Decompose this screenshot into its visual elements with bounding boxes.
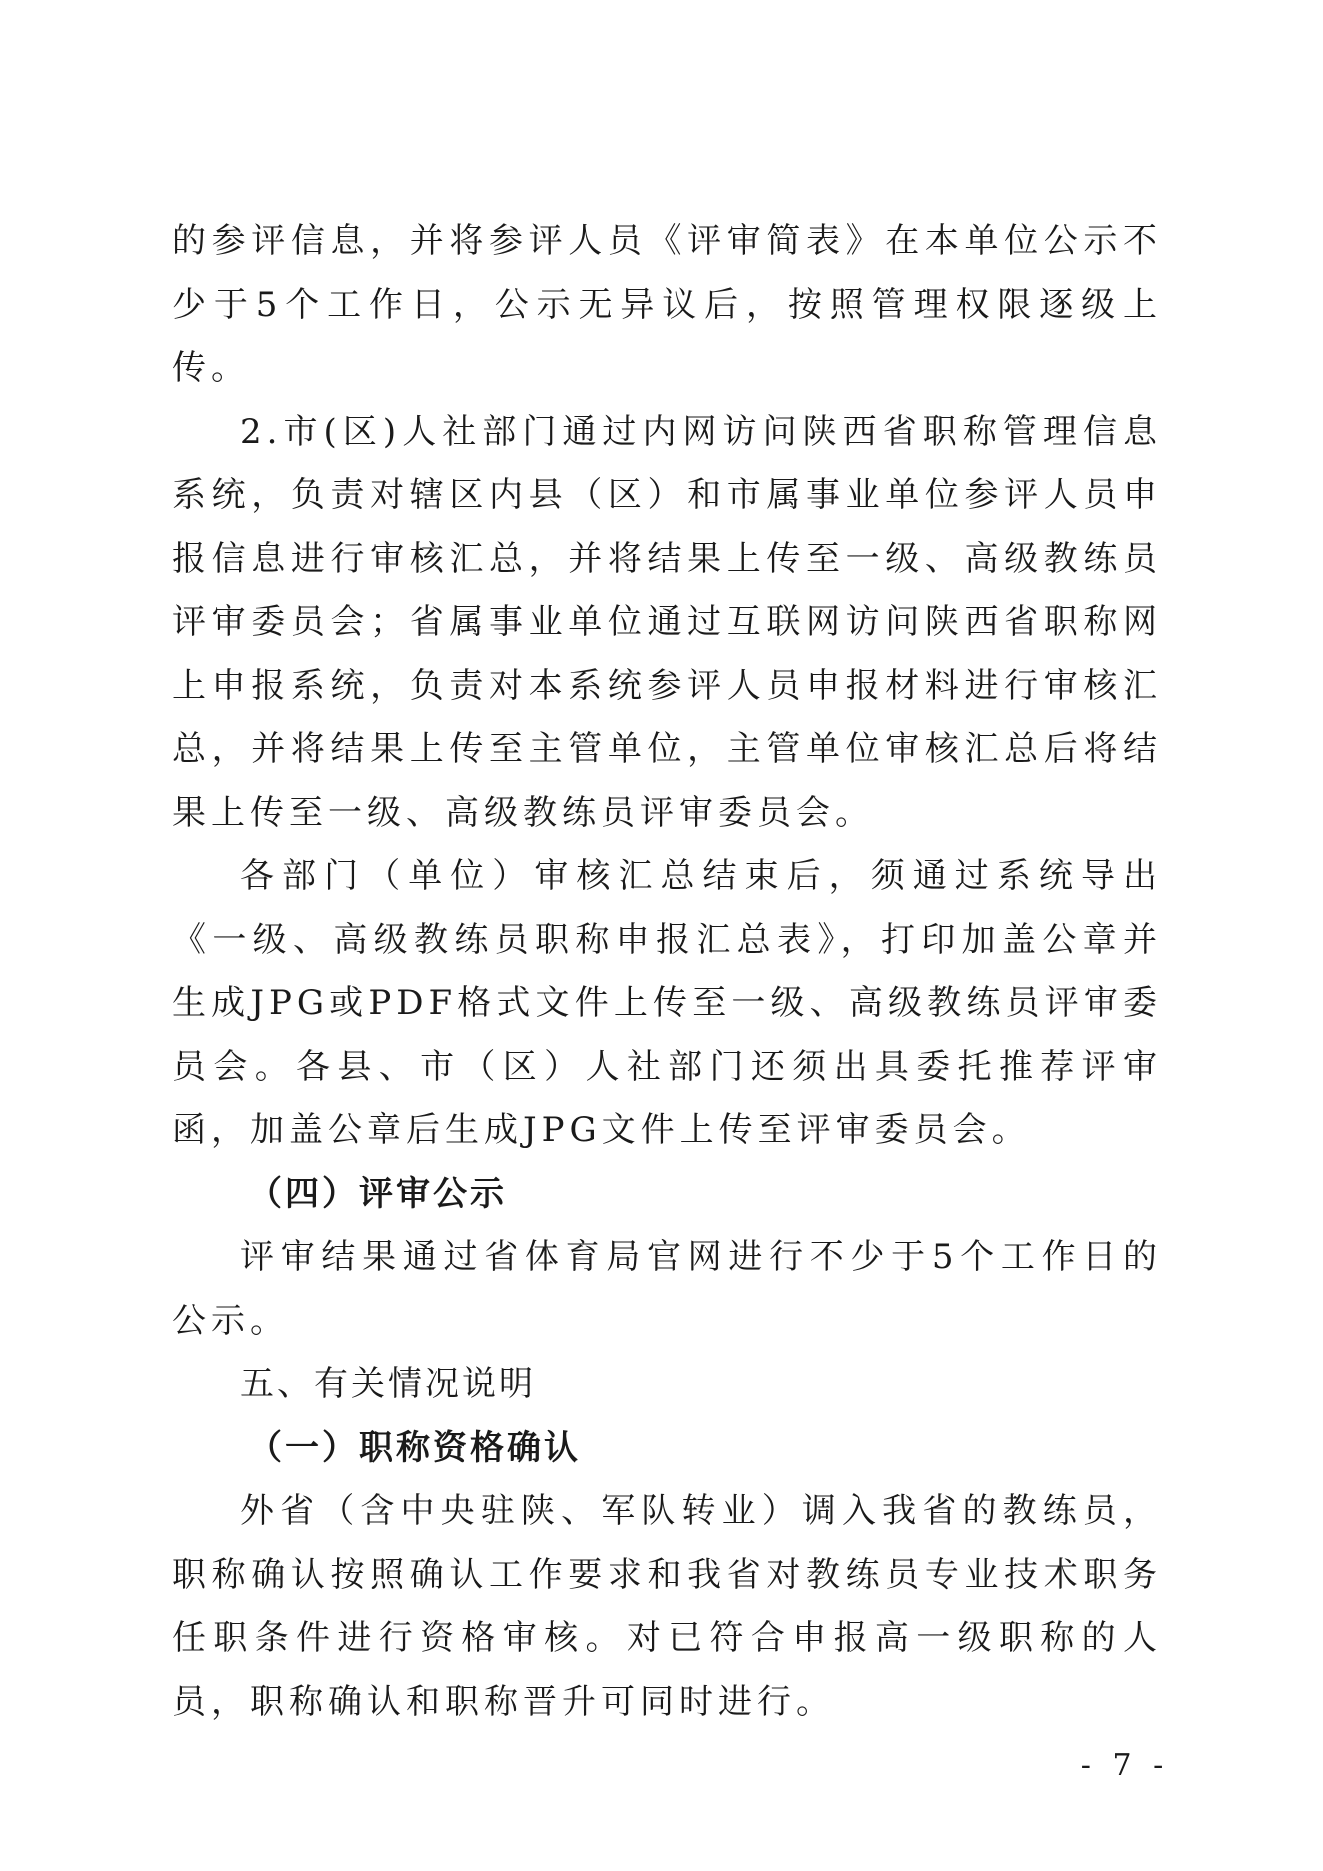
page-number: - 7 - bbox=[1080, 1748, 1170, 1783]
paragraph-summary-upload: 各部门（单位）审核汇总结束后，须通过系统导出《一级、高级教练员职称申报汇总表》，打印加盖公章并生成JPG或PDF格式文件上传至一级、高级教练员评审委员会。各县、市（区）人社部门还须出具委托推荐评审函，加盖公章后生成JPG文件上传至评审委员会。 bbox=[172, 856, 1162, 1150]
paragraph-city-review: 2.市(区)人社部门通过内网访问陕西省职称管理信息系统，负责对辖区内县（区）和市属事业单位参评人员申报信息进行审核汇总，并将结果上传至一级、高级教练员评审委员会；省属事业单位通过互联网访问陕西省职称网上申报系统，负责对本系统参评人员申报材料进行审核汇总，并将结果上传至主管单位，主管单位审核汇总后将结果上传至一级、高级教练员评审委员会。 bbox=[172, 411, 1162, 833]
document-body bbox=[172, 210, 1162, 1734]
paragraph-continued: 的参评信息，并将参评人员《评审简表》在本单位公示不少于5个工作日，公示无异议后，按照管理权限逐级上传。 bbox=[172, 221, 1162, 388]
paragraph-title-confirmation: 外省（含中央驻陕、军队转业）调入我省的教练员，职称确认按照确认工作要求和我省对教练员专业技术职务任职条件进行资格审核。对已符合申报高一级职称的人员，职称确认和职称晋升可同时进行。 bbox=[172, 1491, 1162, 1722]
section-title-related-notes: 五、有关情况说明 bbox=[240, 1364, 536, 1404]
heading-review-publicity: （四）评审公示 bbox=[248, 1173, 507, 1214]
heading-title-confirmation: （一）职称资格确认 bbox=[248, 1427, 581, 1468]
paragraph-review-publicity: 评审结果通过省体育局官网进行不少于5个工作日的公示。 bbox=[172, 1237, 1162, 1341]
